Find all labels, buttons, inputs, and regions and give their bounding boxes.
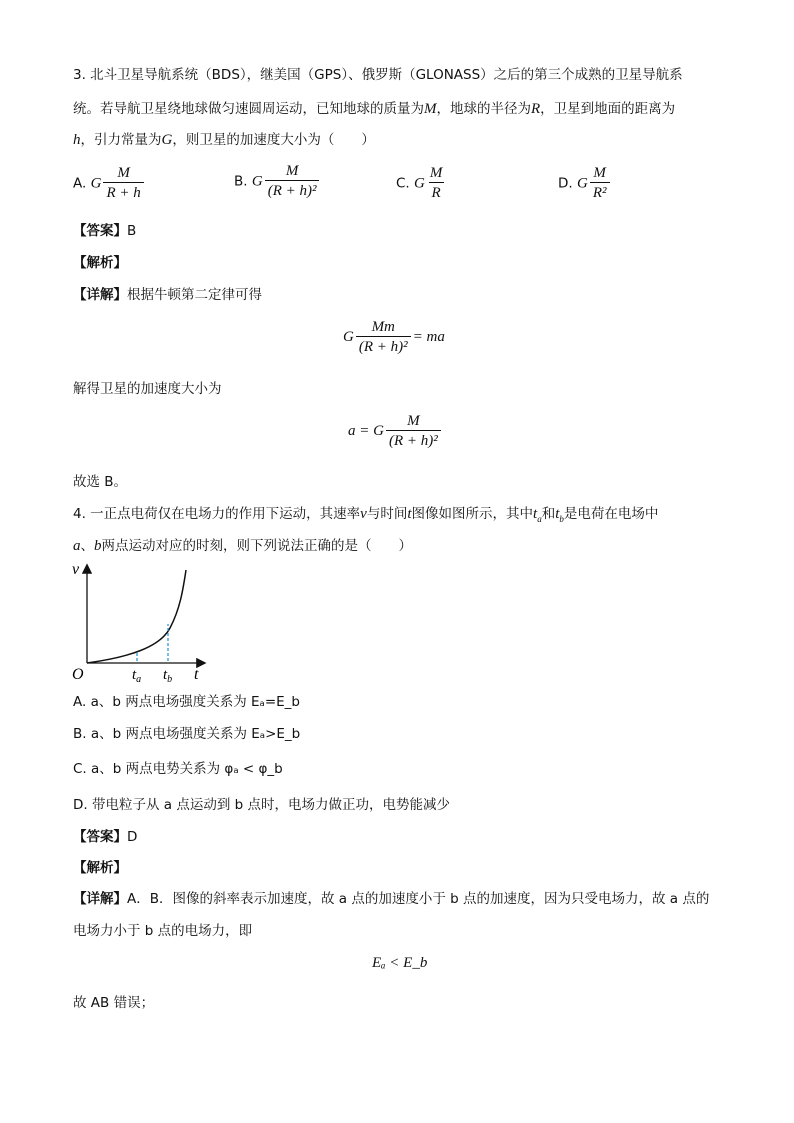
q4-analysis-tag	[73, 859, 127, 877]
q4-text: 、	[80, 538, 94, 554]
q3-option-b[interactable]	[234, 162, 321, 201]
symbol-t: t	[407, 506, 412, 522]
fraction-denominator: R	[429, 182, 444, 203]
v-t-curve	[87, 570, 186, 663]
q3-equation-1	[343, 318, 445, 357]
q3-option-d[interactable]	[558, 164, 612, 203]
q4-stem-line2	[73, 537, 412, 555]
symbol-G: G	[161, 132, 173, 148]
symbol-G: G	[90, 175, 102, 192]
q3-text: ，地球的半径为	[436, 101, 531, 117]
equation-text: Eₐ < E_b	[372, 955, 428, 971]
q4-option-c[interactable]: C. a、b 两点电势关系为 φₐ < φ_b	[73, 761, 283, 777]
symbol-R: R	[531, 101, 541, 117]
q4-text: 图像如图所示，其中	[411, 506, 534, 522]
fraction	[386, 412, 441, 451]
symbol-b: b	[94, 538, 102, 554]
equation-rhs: = ma	[412, 328, 445, 345]
detail-tag: 【详解】	[73, 891, 127, 907]
q4-text: 与时间	[366, 506, 408, 522]
detail-tag: 【详解】	[73, 287, 127, 303]
fraction-numerator: M	[117, 165, 130, 181]
q4-text: 是电荷在电场中	[563, 506, 659, 522]
fraction-denominator: (R + h)²	[265, 180, 320, 201]
fraction-numerator: M	[429, 165, 443, 181]
answer-tag: 【答案】	[73, 223, 127, 239]
y-axis-label: v	[72, 562, 80, 578]
q4-text: 和	[541, 506, 556, 522]
q3-equation-2	[348, 412, 443, 451]
q4-equation	[372, 955, 427, 972]
analysis-tag: 【解析】	[73, 255, 127, 271]
q4-text: 4. 一正点电荷仅在电场力的作用下运动，其速率	[73, 506, 361, 522]
fraction-denominator: R + h	[103, 182, 143, 203]
q4-detail-line2: 电场力小于 b 点的电场力，即	[73, 923, 253, 939]
q3-option-a[interactable]	[73, 164, 146, 203]
symbol-G: G	[343, 328, 354, 345]
q4-option-d[interactable]: D. 带电粒子从 a 点运动到 b 点时，电场力做正功，电势能减少	[73, 797, 450, 813]
q3-answer	[73, 222, 136, 240]
answer-tag: 【答案】	[73, 829, 127, 845]
q4-option-b[interactable]: B. a、b 两点电场强度关系为 Eₐ>E_b	[73, 726, 301, 742]
symbol-v: v	[360, 506, 367, 522]
q4-option-a[interactable]: A. a、b 两点电场强度关系为 Eₐ=E_b	[73, 694, 300, 710]
option-label: B.	[234, 173, 248, 190]
q3-text: 统。若导航卫星绕地球做匀速圆周运动，已知地球的质量为	[73, 101, 424, 117]
fraction-numerator: M	[407, 413, 420, 429]
q4-text: 两点运动对应的时刻，则下列说法正确的是（ ）	[101, 538, 412, 554]
symbol-h: h	[73, 132, 81, 148]
q3-solve-text: 解得卫星的加速度大小为	[73, 381, 222, 397]
analysis-tag: 【解析】	[73, 860, 127, 876]
q3-text: ，则卫星的加速度大小为（ ）	[172, 132, 375, 148]
symbol-G: G	[576, 175, 588, 192]
fraction-denominator: (R + h)²	[386, 430, 441, 451]
answer-value: D	[127, 829, 138, 845]
q4-answer	[73, 828, 137, 846]
symbol-M: M	[424, 101, 437, 117]
q3-stem-line3	[73, 131, 375, 149]
q3-text: ，引力常量为	[80, 132, 162, 148]
fraction	[103, 164, 143, 203]
fraction-numerator: Mm	[371, 319, 395, 335]
q3-analysis-tag	[73, 254, 127, 272]
q3-option-c[interactable]	[396, 164, 447, 203]
q4-conclusion: 故 AB 错误；	[73, 995, 155, 1011]
option-label: C.	[396, 175, 410, 192]
option-label: A.	[73, 175, 87, 192]
x-axis-label: t	[194, 666, 199, 682]
symbol-G: G	[414, 175, 425, 192]
fraction-numerator: M	[285, 163, 299, 179]
q3-stem-line1: 3. 北斗卫星导航系统（BDS），继美国（GPS）、俄罗斯（GLONASS）之后的第三个成熟的卫星导航系	[73, 67, 683, 83]
fraction-numerator: M	[593, 165, 606, 181]
fraction	[356, 318, 411, 357]
v-t-graph	[70, 562, 220, 682]
fraction-denominator: R²	[590, 182, 610, 203]
fraction-denominator: (R + h)²	[356, 336, 411, 357]
symbol-ta: $t_a$	[533, 506, 542, 524]
fraction	[590, 164, 610, 203]
ta-label: $t_a$	[132, 667, 142, 682]
symbol-a: a	[73, 538, 81, 554]
option-label: D.	[558, 175, 573, 192]
detail-text: 根据牛顿第二定律可得	[127, 287, 262, 303]
q3-stem-line2	[73, 100, 675, 118]
symbol-tb: $t_b$	[555, 506, 564, 524]
q3-detail	[73, 286, 262, 304]
equation-lhs: a = G	[348, 422, 384, 439]
origin-label: O	[72, 666, 84, 682]
detail-text: A．B．图像的斜率表示加速度，故 a 点的加速度小于 b 点的加速度，因为只受电场力，故 a 点的	[127, 891, 710, 907]
q3-text: ，卫星到地面的距离为	[540, 101, 676, 117]
tb-label: $t_b$	[163, 667, 173, 682]
fraction	[265, 162, 320, 201]
q3-conclusion: 故选 B。	[73, 474, 128, 490]
q4-stem-line1	[73, 505, 658, 528]
q4-detail-line1	[73, 890, 709, 908]
answer-value: B	[127, 223, 137, 239]
symbol-G: G	[251, 173, 263, 190]
fraction	[427, 164, 446, 203]
